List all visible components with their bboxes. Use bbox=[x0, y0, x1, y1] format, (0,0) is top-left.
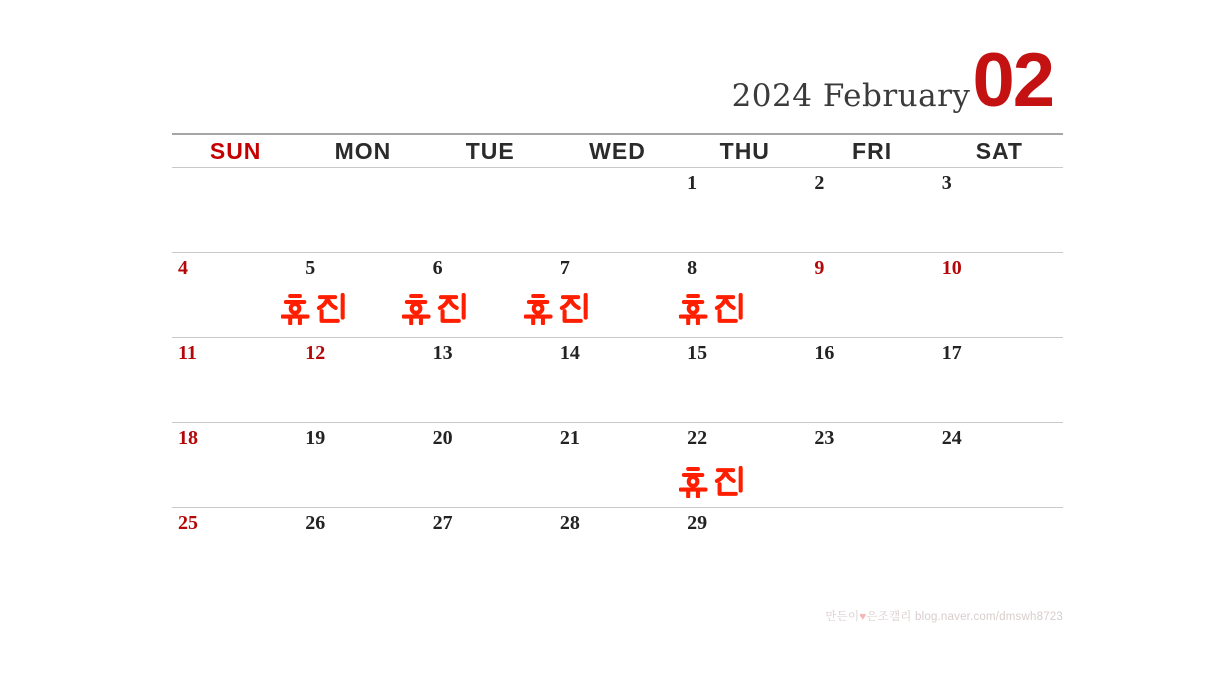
date-cell: 6 bbox=[432, 257, 443, 279]
title-year-month bbox=[731, 78, 971, 114]
date-cell: 27 bbox=[432, 512, 453, 534]
date-cell: 11 bbox=[178, 342, 197, 364]
watermark-author: 은조캘리 bbox=[866, 611, 912, 623]
closed-marker-feb22 bbox=[679, 466, 745, 498]
day-header-sun: SUN bbox=[209, 137, 262, 164]
date-cell: 9 bbox=[814, 257, 825, 279]
week-row-4 bbox=[172, 423, 1063, 508]
date-cell: 7 bbox=[559, 257, 570, 279]
date-cell: 23 bbox=[814, 427, 835, 449]
date-cell: 24 bbox=[941, 427, 962, 449]
date-cell: 13 bbox=[432, 342, 453, 364]
date-cell bbox=[427, 168, 554, 252]
week-row-3 bbox=[172, 338, 1063, 423]
date-cell: 3 bbox=[941, 172, 952, 194]
weekday-header-row bbox=[172, 133, 1063, 168]
watermark-url: blog.naver.com/dmswh8723 bbox=[915, 611, 1063, 623]
date-cell: 17 bbox=[941, 342, 962, 364]
date-cell: 2 bbox=[814, 172, 825, 194]
day-header-wed: WED bbox=[589, 137, 646, 164]
day-header-sat: SAT bbox=[975, 137, 1023, 164]
date-cell: 5 bbox=[305, 257, 316, 279]
date-cell: 19 bbox=[305, 427, 326, 449]
date-cell: 15 bbox=[687, 342, 708, 364]
day-header-thu: THU bbox=[719, 137, 770, 164]
day-header-fri: FRI bbox=[852, 137, 893, 164]
calendar-title bbox=[731, 38, 1053, 123]
closed-marker-feb6 bbox=[402, 293, 468, 325]
day-header-mon: MON bbox=[334, 137, 392, 164]
closed-marker-feb7 bbox=[524, 293, 590, 325]
date-cell bbox=[554, 168, 681, 252]
date-cell: 20 bbox=[432, 427, 453, 449]
date-cell: 22 bbox=[687, 427, 708, 449]
date-cell bbox=[936, 508, 1063, 588]
date-cell: 8 bbox=[687, 257, 698, 279]
date-cell: 12 bbox=[305, 342, 326, 364]
date-cell: 18 bbox=[178, 427, 198, 449]
calendar-grid bbox=[172, 133, 1063, 588]
date-cell bbox=[299, 168, 426, 252]
date-cell: 26 bbox=[305, 512, 326, 534]
date-cell: 21 bbox=[559, 427, 580, 449]
closed-marker-feb5 bbox=[281, 293, 347, 325]
date-cell: 10 bbox=[941, 257, 962, 279]
date-cell bbox=[172, 168, 299, 252]
title-month-name: February bbox=[822, 78, 971, 114]
heart-icon: ♥ bbox=[859, 611, 867, 623]
date-cell: 1 bbox=[687, 172, 698, 194]
week-row-5 bbox=[172, 508, 1063, 588]
date-cell: 16 bbox=[814, 342, 835, 364]
date-cell bbox=[808, 508, 935, 588]
date-cell: 29 bbox=[687, 512, 708, 534]
watermark bbox=[825, 608, 1063, 624]
date-cell: 25 bbox=[178, 512, 198, 534]
closed-marker-feb8 bbox=[679, 293, 745, 325]
day-header-tue: TUE bbox=[465, 137, 515, 164]
title-year: 2024 bbox=[731, 78, 813, 114]
watermark-made-by: 만든이 bbox=[825, 611, 860, 623]
title-month-number: 02 bbox=[972, 38, 1053, 123]
week-row-1 bbox=[172, 168, 1063, 253]
date-cell: 4 bbox=[178, 257, 188, 279]
date-cell: 14 bbox=[559, 342, 580, 364]
date-cell: 28 bbox=[559, 512, 580, 534]
